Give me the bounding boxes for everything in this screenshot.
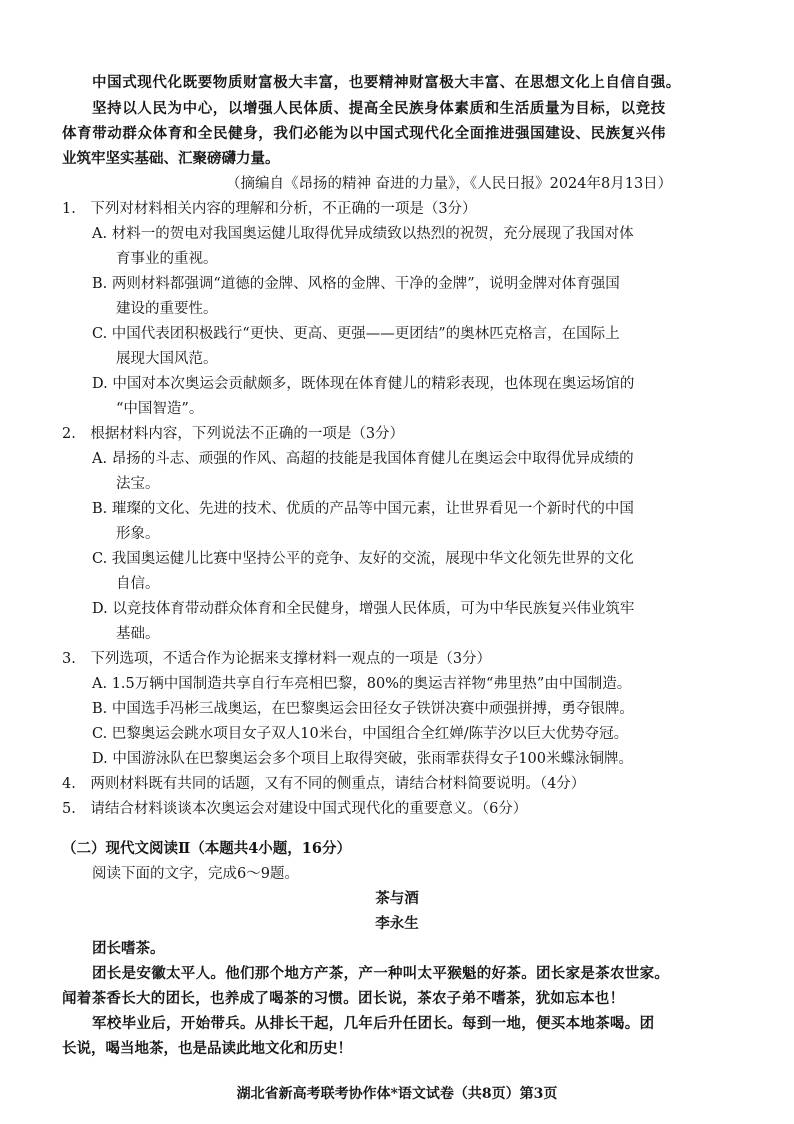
q1-option-c-cont: 展现大国风范。 [116, 351, 218, 367]
q2-option-c: C. 我国奥运健儿比赛中坚持公平的竞争、友好的交流，展现中华文化领先世界的文化 [92, 551, 634, 567]
q1-option-b: B. 两则材料都强调“道德的金牌、风格的金牌、干净的金牌”，说明金牌对体育强国 [92, 276, 620, 292]
story-paragraph: 长说，喝当地茶，也是品读此地文化和历史！ [62, 1040, 352, 1057]
q2-option-d: D. 以竞技体育带动群众体育和全民健身，增强人民体质，可为中华民族复兴伟业筑牢 [92, 601, 635, 617]
q2-option-d-cont: 基础。 [116, 626, 160, 642]
q3-option-c: C. 巴黎奥运会跳水项目女子双人10米台，中国组合全红婵/陈芋汐以巨大优势夺冠。 [92, 726, 629, 742]
question-4: 4. 两则材料既有共同的话题，又有不同的侧重点，请结合材料简要说明。（4分） [62, 776, 586, 792]
q3-option-a: A. 1.5万辆中国制造共享自行车亮相巴黎，80%的奥运吉祥物“弗里热”由中国制造。 [92, 676, 632, 692]
question-3-stem: 3. 下列选项，不适合作为论据来支撑材料一观点的一项是（3分） [62, 651, 492, 667]
q1-option-d-cont: “中国智造”。 [116, 401, 204, 417]
story-author: 李永生 [375, 915, 419, 932]
q2-option-a: A. 昂扬的斗志、顽强的作风、高超的技能是我国体育健儿在奥运会中取得优异成绩的 [92, 451, 634, 467]
question-1-stem: 1. 下列对材料相关内容的理解和分析，不正确的一项是（3分） [62, 201, 477, 217]
story-paragraph: 军校毕业后，开始带兵。从排长干起，几年后升任团长。每到一地，便买本地茶喝。团 [92, 1015, 655, 1032]
q3-option-b: B. 中国选手冯彬三战奥运，在巴黎奥运会田径女子铁饼决赛中顽强拼搏，勇夺银牌。 [92, 701, 634, 717]
q2-option-c-cont: 自信。 [116, 576, 160, 592]
question-2-stem: 2. 根据材料内容，下列说法不正确的一项是（3分） [62, 426, 405, 442]
story-paragraph: 团长是安徽太平人。他们那个地方产茶，产一种叫太平猴魁的好茶。团长家是茶农世家。 [92, 965, 670, 982]
q2-option-b-cont: 形象。 [116, 526, 160, 542]
q1-option-c: C. 中国代表团积极践行“更快、更高、更强——更团结”的奥林匹克格言，在国际上 [92, 326, 620, 342]
q1-option-a-cont: 育事业的重视。 [116, 251, 218, 267]
page-footer: 湖北省新高考联考协作体*语文试卷（共8页）第3页 [236, 1086, 558, 1102]
story-paragraph: 闻着茶香长大的团长，也养成了喝茶的习惯。团长说，茶农子弟不嗜茶，犹如忘本也！ [62, 990, 625, 1007]
q1-option-d: D. 中国对本次奥运会贡献颇多，既体现在体育健儿的精彩表现，也体现在奥运场馆的 [92, 376, 635, 392]
q3-option-d: D. 中国游泳队在巴黎奥运会多个项目上取得突破，张雨霏获得女子100米蝶泳铜牌。 [92, 751, 633, 767]
question-5: 5. 请结合材料谈谈本次奥运会对建设中国式现代化的重要意义。（6分） [62, 801, 528, 817]
q1-option-a: A. 材料一的贺电对我国奥运健儿取得优异成绩致以热烈的祝贺，充分展现了我国对体 [92, 226, 634, 242]
material-line: 坚持以人民为中心，以增强人民体质、提高全民族身体素质和生活质量为目标，以竞技 [92, 100, 666, 117]
q1-option-b-cont: 建设的重要性。 [116, 301, 218, 317]
material-line: 体育带动群众体育和全民健身，我们必能为以中国式现代化全面推进强国建设、民族复兴伟 [62, 125, 666, 142]
story-title: 茶与酒 [375, 890, 419, 907]
material-source: （摘编自《昂扬的精神 奋进的力量》，《人民日报》2024年8月13日） [226, 176, 673, 192]
q2-option-b: B. 璀璨的文化、先进的技术、优质的产品等中国元素，让世界看见一个新时代的中国 [92, 501, 634, 517]
q2-option-a-cont: 法宝。 [116, 476, 160, 492]
story-paragraph: 团长嗜茶。 [92, 940, 165, 957]
section-2-instruction: 阅读下面的文字，完成6～9题。 [92, 866, 299, 882]
material-line: 中国式现代化既要物质财富极大丰富，也要精神财富极大丰富、在思想文化上自信自强。 [92, 74, 681, 91]
section-2-heading: （二）现代文阅读Ⅱ（本题共4小题，16分） [62, 840, 351, 857]
material-line: 业筑牢坚实基础、汇聚磅礴力量。 [62, 150, 280, 167]
